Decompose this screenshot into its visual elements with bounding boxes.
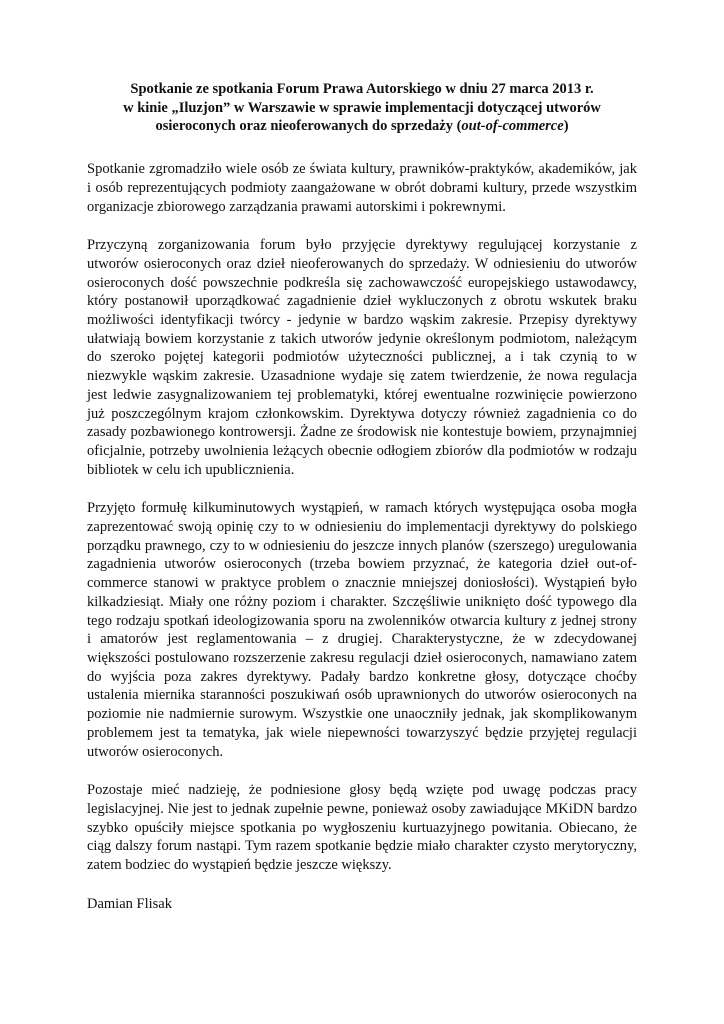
title-line-3-post: ) bbox=[563, 118, 569, 135]
paragraph-4: Pozostaje mieć nadzieję, że podniesione głosy będą wzięte pod uwagę podczas pracy legislacyjnej. Nie jest to jednak zupełnie pewne, ponieważ osoby zawiadujące MKiDN bardzo szybko opuściły miejsce spotkania po wygłoszeniu kurtuazyjnego powitania. Obiecano, że ciąg dalszy forum nastąpi. Tym razem spotkanie będzie miało charakter czysto merytoryczny, zatem bodziec do wystąpień będzie jeszcze większy. bbox=[87, 782, 637, 874]
title-line-1: Spotkanie ze spotkania Forum Prawa Autorskiego w dniu 27 marca 2013 r. bbox=[130, 81, 594, 97]
paragraph-1: Spotkanie zgromadziło wiele osób ze świata kultury, prawników-praktyków, akademików, jak i osób reprezentujących podmioty zaangażowane w obrót dobrami kultury, przede wszystkim organizacje zbiorowego zarządzania prawami autorskimi i pokrewnymi. bbox=[87, 161, 637, 215]
paragraph-3: Przyjęto formułę kilkuminutowych wystąpień, w ramach których występująca osoba mogła zaprezentować swoją opinię czy to w odniesieniu do implementacji dyrektywy do polskiego porządku prawnego, czy to w odniesieniu do jeszcze innych planów (szerszego) uregulowania zagadnienia utworów osieroconych (trzeba bowiem przyznać, że kategoria dzieł out-of-commerce stanowi w praktyce problem o znacznie mniejszej doniosłości). Wystąpień było kilkadziesiąt. Miały one różny poziom i charakter. Szczęśliwie uniknięto dość typowego dla tego rodzaju spotkań ideologizowania sporu na zwolenników otwarcia kultury z jednej strony i amatorów jest reglamentowania – z drugiej. Charakterystyczne, że w zdecydowanej większości postulowano rozszerzenie zakresu regulacji dzieł osieroconych, namawiano zatem do wyjścia poza zakres dyrektywy. Padały bardzo konkretne głosy, dotyczące choćby ustalenia miernika staranności poszukiwań osób uprawnionych do utworów osieroconych na poziomie nie nadmiernie surowym. Wszystkie one unaoczniły jednak, jak skomplikowanym problemem jest ta tematyka, jak wiele niepewności towarzyszyć będzie przyjętej regulacji utworów osieroconych. bbox=[87, 500, 637, 760]
title-line-2: w kinie „Iluzjon” w Warszawie w sprawie implementacji dotyczącej utworów bbox=[123, 99, 601, 116]
title-line-3 bbox=[87, 117, 637, 136]
paragraph-2: Przyczyną zorganizowania forum było przyjęcie dyrektywy regulującej korzystanie z utworów osieroconych oraz dzieł nieoferowanych do sprzedaży. W odniesieniu do utworów osieroconych dość powszechnie podkreśla się zachowawczość europejskiego ustawodawcy, który postanowił uporządkować zagadnienie dzieł wykluczonych z obrotu wskutek braku możliwości identyfikacji twórcy - jedynie w bardzo wąskim zakresie. Przepisy dyrektywy ułatwiają bowiem korzystanie z takich utworów jedynie określonym podmiotom, należącym do szeroko pojętej kategorii podmiotów użyteczności publicznej, a i tak czynią to w niezwykle wąskim zakresie. Uzasadnione wydaje się zatem twierdzenie, że nowa regulacja jest ledwie zasygnalizowaniem tej problematyki, której ewentualne rozwinięcie powierzono już poszczególnym krajom członkowskim. Dyrektywa dotyczy również zagadnienia co do zasady pozbawionego kontrowersji. Żadne ze środowisk nie kontestuje bowiem, przynajmniej oficjalnie, potrzeby uwolnienia leżących obecnie odłogiem zbiorów dla podmiotów w rodzaju bibliotek w celu ich upublicznienia. bbox=[87, 237, 637, 478]
document-title bbox=[87, 80, 637, 136]
author-signature: Damian Flisak bbox=[87, 895, 172, 912]
title-italic-term: out-of-commerce bbox=[461, 118, 564, 135]
title-line-3-pre: osieroconych oraz nieoferowanych do sprzedaży ( bbox=[155, 118, 462, 135]
